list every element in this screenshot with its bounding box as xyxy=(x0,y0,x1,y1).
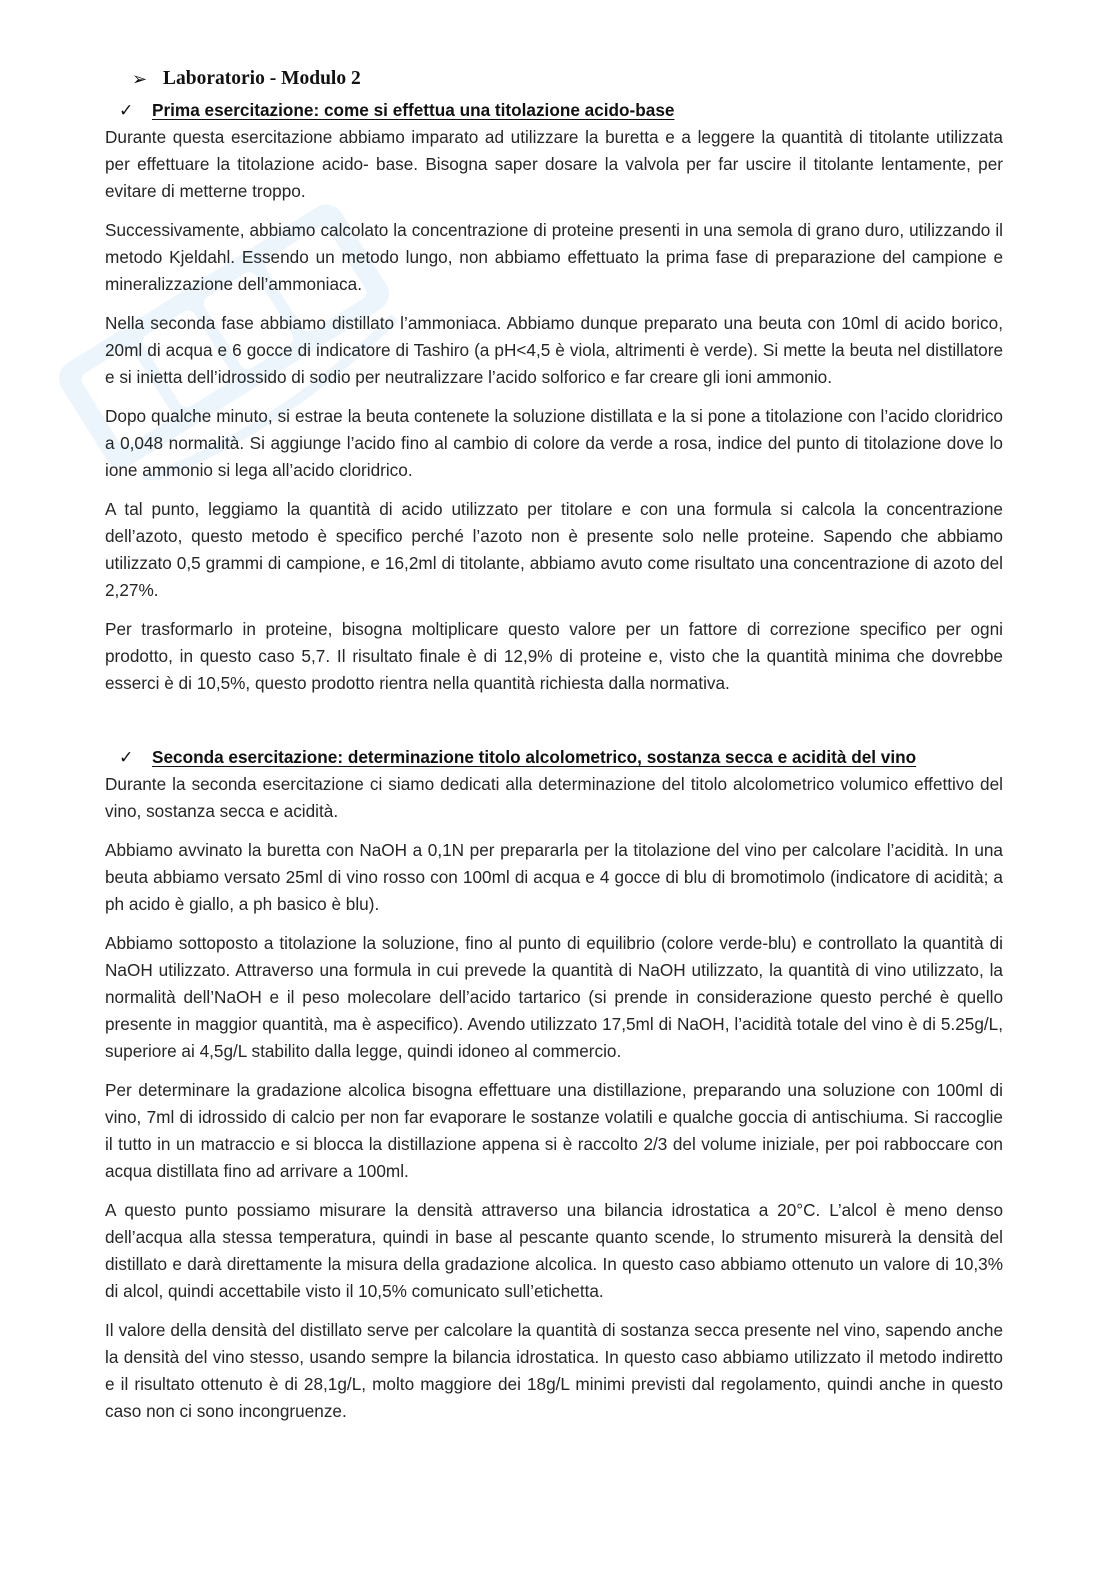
section-seconda-esercitazione xyxy=(105,743,1003,1425)
paragraph: Abbiamo sottoposto a titolazione la soluzione, fino al punto di equilibrio (colore verde-blu) e controllato la quantità di NaOH utilizzato. Attraverso una formula in cui prevede la quantità di NaOH utilizzato, la quantità di vino utilizzato, la normalità dell’NaOH e il peso molecolare dell’acido tartarico (si prende in considerazione questo perché è quello presente in maggior quantità, ma è aspecifico). Avendo utilizzato 17,5ml di NaOH, l’acidità totale del vino è di 5.25g/L, superiore ai 4,5g/L stabilito dalla legge, quindi idoneo al commercio. xyxy=(105,933,1003,1061)
section-prima-esercitazione xyxy=(105,96,1003,697)
paragraph: Durante questa esercitazione abbiamo imparato ad utilizzare la buretta e a leggere la quantità di titolante utilizzata per effettuare la titolazione acido- base. Bisogna saper dosare la valvola per far uscire il titolante lentamente, per evitare di metterne troppo. xyxy=(105,127,1003,201)
document-page xyxy=(105,62,1003,1437)
section-title: Prima esercitazione: come si effettua una titolazione acido-base xyxy=(152,100,675,120)
section-spacer xyxy=(105,709,1003,743)
paragraph: Nella seconda fase abbiamo distillato l’ammoniaca. Abbiamo dunque preparato una beuta con 10ml di acido borico, 20ml di acqua e 6 gocce di indicatore di Tashiro (a pH<4,5 è viola, altrimenti è verde). Si mette la beuta nel distillatore e si inietta dell’idrossido di sodio per neutralizzare l’acido solforico e far creare gli ioni ammonio. xyxy=(105,313,1003,387)
paragraph: Durante la seconda esercitazione ci siamo dedicati alla determinazione del titolo alcolometrico volumico effettivo del vino, sostanza secca e acidità. xyxy=(105,774,1003,821)
main-heading xyxy=(105,62,1003,96)
paragraph: Per trasformarlo in proteine, bisogna moltiplicare questo valore per un fattore di correzione specifico per ogni prodotto, in questo caso 5,7. Il risultato finale è di 12,9% di proteine e, visto che la quantità minima che dovrebbe esserci è di 10,5%, questo prodotto rientra nella quantità richiesta dalla normativa. xyxy=(105,619,1003,693)
check-bullet-icon: ✓ xyxy=(119,747,134,767)
paragraph: Abbiamo avvinato la buretta con NaOH a 0,1N per prepararla per la titolazione del vino per calcolare l’acidità. In una beuta abbiamo versato 25ml di vino rosso con 100ml di acqua e 4 gocce di blu di bromotimolo (indicatore di acidità; a ph acido è giallo, a ph basico è blu). xyxy=(105,840,1003,914)
paragraph: Successivamente, abbiamo calcolato la concentrazione di proteine presenti in una semola di grano duro, utilizzando il metodo Kjeldahl. Essendo un metodo lungo, non abbiamo effettuato la prima fase di preparazione del campione e mineralizzazione dell’ammoniaca. xyxy=(105,220,1003,294)
check-bullet-icon: ✓ xyxy=(119,100,134,120)
paragraph: A tal punto, leggiamo la quantità di acido utilizzato per titolare e con una formula si calcola la concentrazione dell’azoto, questo metodo è specifico perché l’azoto non è presente solo nelle proteine. Sapendo che abbiamo utilizzato 0,5 grammi di campione, e 16,2ml di titolante, abbiamo avuto come risultato una concentrazione di azoto del 2,27%. xyxy=(105,499,1003,600)
section-heading xyxy=(105,743,1003,771)
paragraph: Il valore della densità del distillato serve per calcolare la quantità di sostanza secca presente nel vino, sapendo anche la densità del vino stesso, usando sempre la bilancia idrostatica. In questo caso abbiamo utilizzato il metodo indiretto e il risultato ottenuto è di 28,1g/L, molto maggiore dei 18g/L minimi previsti dal regolamento, quindi anche in questo caso non ci sono incongruenze. xyxy=(105,1320,1003,1421)
main-heading-title: Laboratorio - Modulo 2 xyxy=(163,68,361,89)
paragraph: A questo punto possiamo misurare la densità attraverso una bilancia idrostatica a 20°C. L’alcol è meno denso dell’acqua alla stessa temperatura, quindi in base al pescante quanto scende, lo strumento misurerà la densità del distillato e darà direttamente la misura della gradazione alcolica. In questo caso abbiamo ottenuto un valore di 10,3% di alcol, quindi accettabile visto il 10,5% comunicato sull’etichetta. xyxy=(105,1200,1003,1301)
arrow-bullet-icon: ➢ xyxy=(132,69,148,89)
section-title: Seconda esercitazione: determinazione titolo alcolometrico, sostanza secca e acidità del vino xyxy=(152,747,917,767)
section-heading xyxy=(105,96,1003,124)
paragraph: Dopo qualche minuto, si estrae la beuta contenete la soluzione distillata e la si pone a titolazione con l’acido cloridrico a 0,048 normalità. Si aggiunge l’acido fino al cambio di colore da verde a rosa, indice del punto di titolazione dove lo ione ammonio si lega all’acido cloridrico. xyxy=(105,406,1003,480)
paragraph: Per determinare la gradazione alcolica bisogna effettuare una distillazione, preparando una soluzione con 100ml di vino, 7ml di idrossido di calcio per non far evaporare le sostanze volatili e qualche goccia di antischiuma. Si raccoglie il tutto in un matraccio e si blocca la distillazione appena si è raccolto 2/3 del volume iniziale, per poi rabboccare con acqua distillata fino ad arrivare a 100ml. xyxy=(105,1080,1003,1181)
